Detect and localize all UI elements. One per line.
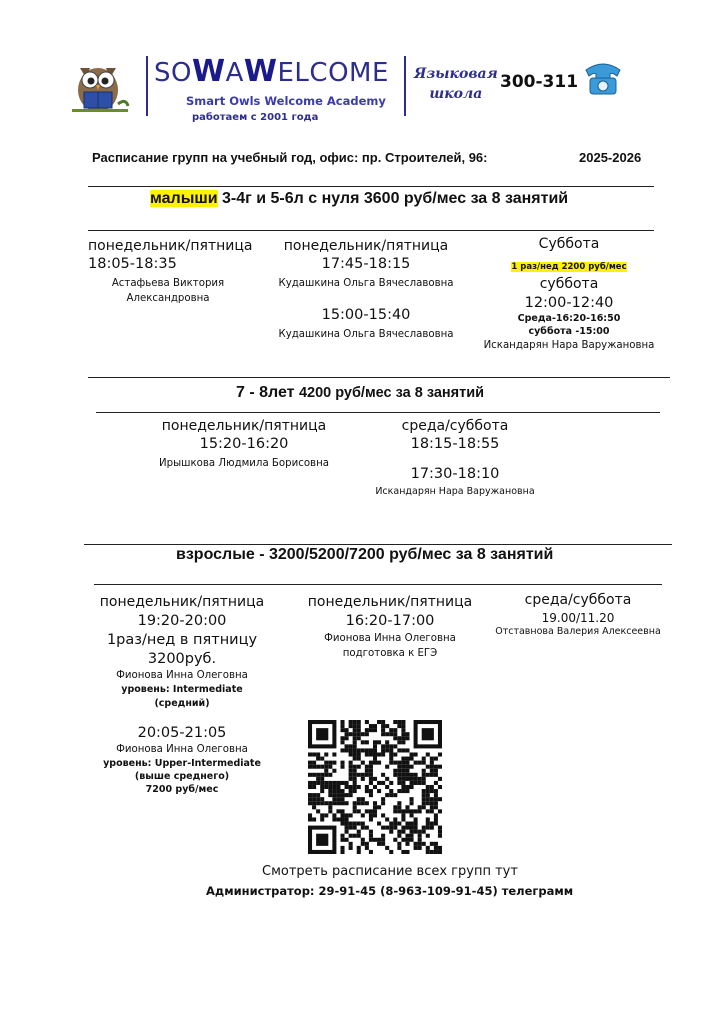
- teacher-name: Кудашкина Ольга Вячеславовна: [278, 278, 454, 289]
- teacher-name: Кудашкина Ольга Вячеславовна: [278, 329, 454, 340]
- brand-since: работаем с 2001 года: [192, 112, 319, 123]
- kids-col1: [88, 238, 258, 306]
- teacher-name: Искандарян Нара Варужановна: [483, 340, 655, 351]
- price: 7200 руб/мес: [145, 784, 219, 795]
- price-info: 4200 руб/мес за 8 занятий: [298, 385, 485, 401]
- day-label: понедельник/пятница: [307, 594, 473, 610]
- header: [68, 50, 648, 122]
- time-slot: 15:00-15:40: [321, 307, 411, 323]
- section-adults-title: взрослые - 3200/5200/7200 руб/мес за 8 занятий: [176, 546, 554, 563]
- extra-time: суббота -15:00: [528, 326, 610, 337]
- time-slot: 20:05-21:05: [137, 725, 227, 741]
- level-ru: (средний): [154, 698, 210, 709]
- teacher-name: Фионова Инна Олеговна: [116, 670, 248, 681]
- course-note: подготовка к ЕГЭ: [342, 648, 438, 659]
- divider: [96, 412, 660, 413]
- age78-col2: [370, 418, 540, 497]
- divider: [88, 186, 654, 187]
- school-line2: школа: [429, 86, 483, 102]
- divider: [404, 56, 406, 116]
- time-slot: 16:20-17:00: [345, 613, 435, 629]
- teacher-name: Астафьева Виктория Александровна: [111, 278, 225, 304]
- teacher-name: Отставнова Валерия Алексеевна: [495, 626, 661, 637]
- level: уровень: Upper-Intermediate: [103, 758, 261, 769]
- teacher-name: Фионова Инна Олеговна: [116, 744, 248, 755]
- teacher-name: Ирышкова Людмила Борисовна: [159, 458, 329, 469]
- brand-name: SOWAWELCOME: [154, 54, 389, 89]
- adults-col3: [494, 592, 662, 637]
- age78-col1: [156, 418, 332, 471]
- section-7-8-title: [236, 384, 484, 402]
- telephone-icon: [582, 60, 624, 96]
- divider: [88, 377, 670, 378]
- kids-highlight: малыши: [150, 190, 218, 207]
- time-slot: 12:00-12:40: [524, 295, 614, 311]
- time-slot: 19:20-20:00: [137, 613, 227, 629]
- divider: [94, 584, 662, 585]
- time-slot: 17:45-18:15: [321, 256, 411, 272]
- owl-logo-icon: [68, 54, 132, 116]
- kids-title-rest: 3-4г и 5-6л с нуля 3600 руб/мес за 8 занятий: [217, 190, 569, 207]
- frequency: 1раз/нед в пятницу: [106, 632, 258, 648]
- level: уровень: Intermediate: [121, 684, 243, 695]
- time-slot: 15:20-16:20: [199, 436, 289, 452]
- adults-col2: [302, 594, 478, 661]
- time-slot: 18:05-18:35: [88, 256, 177, 272]
- schedule-title: Расписание групп на учебный год, офис: пр. Строителей, 96:: [92, 150, 488, 165]
- age-range: 7 - 8лет: [236, 384, 295, 401]
- level-ru: (выше среднего): [134, 771, 230, 782]
- teacher-name: Фионова Инна Олеговна: [324, 633, 456, 644]
- school-line1: Языковая: [414, 66, 498, 82]
- phone-number: 300-311: [500, 72, 579, 92]
- admin-contact: Администратор: 29-91-45 (8-963-109-91-45) телеграмм: [206, 884, 574, 898]
- extra-time: Среда-16:20-16:50: [517, 313, 621, 324]
- day-label: суббота: [539, 276, 599, 292]
- divider: [146, 56, 148, 116]
- teacher-name: Искандарян Нара Варужановна: [375, 486, 535, 497]
- frequency-badge: 1 раз/нед 2200 руб/мес: [511, 262, 627, 272]
- adults-col1: [96, 594, 268, 796]
- language-school-label: [414, 64, 498, 104]
- day-label: среда/суббота: [524, 592, 632, 608]
- kids-col2: [278, 238, 454, 342]
- section-kids-title: [150, 190, 568, 208]
- time-slot: 17:30-18:10: [410, 466, 500, 482]
- time-slot: 18:15-18:55: [410, 436, 500, 452]
- day-label: Суббота: [538, 236, 600, 252]
- schedule-year: 2025-2026: [579, 150, 642, 165]
- day-label: понедельник/пятница: [99, 594, 265, 610]
- day-label: среда/суббота: [401, 418, 509, 434]
- time-slot: 19.00/11.20: [541, 611, 615, 625]
- kids-col3: [478, 236, 660, 353]
- price: 3200руб.: [147, 651, 217, 667]
- divider: [88, 230, 654, 231]
- qr-caption: Смотреть расписание всех групп тут: [262, 864, 518, 879]
- day-label: понедельник/пятница: [161, 418, 327, 434]
- divider: [84, 544, 672, 545]
- day-label: понедельник/пятница: [283, 238, 449, 254]
- day-label: понедельник/пятница: [88, 238, 253, 254]
- brand-subtitle: Smart Owls Welcome Academy: [186, 94, 386, 108]
- qr-code-icon[interactable]: [308, 720, 442, 854]
